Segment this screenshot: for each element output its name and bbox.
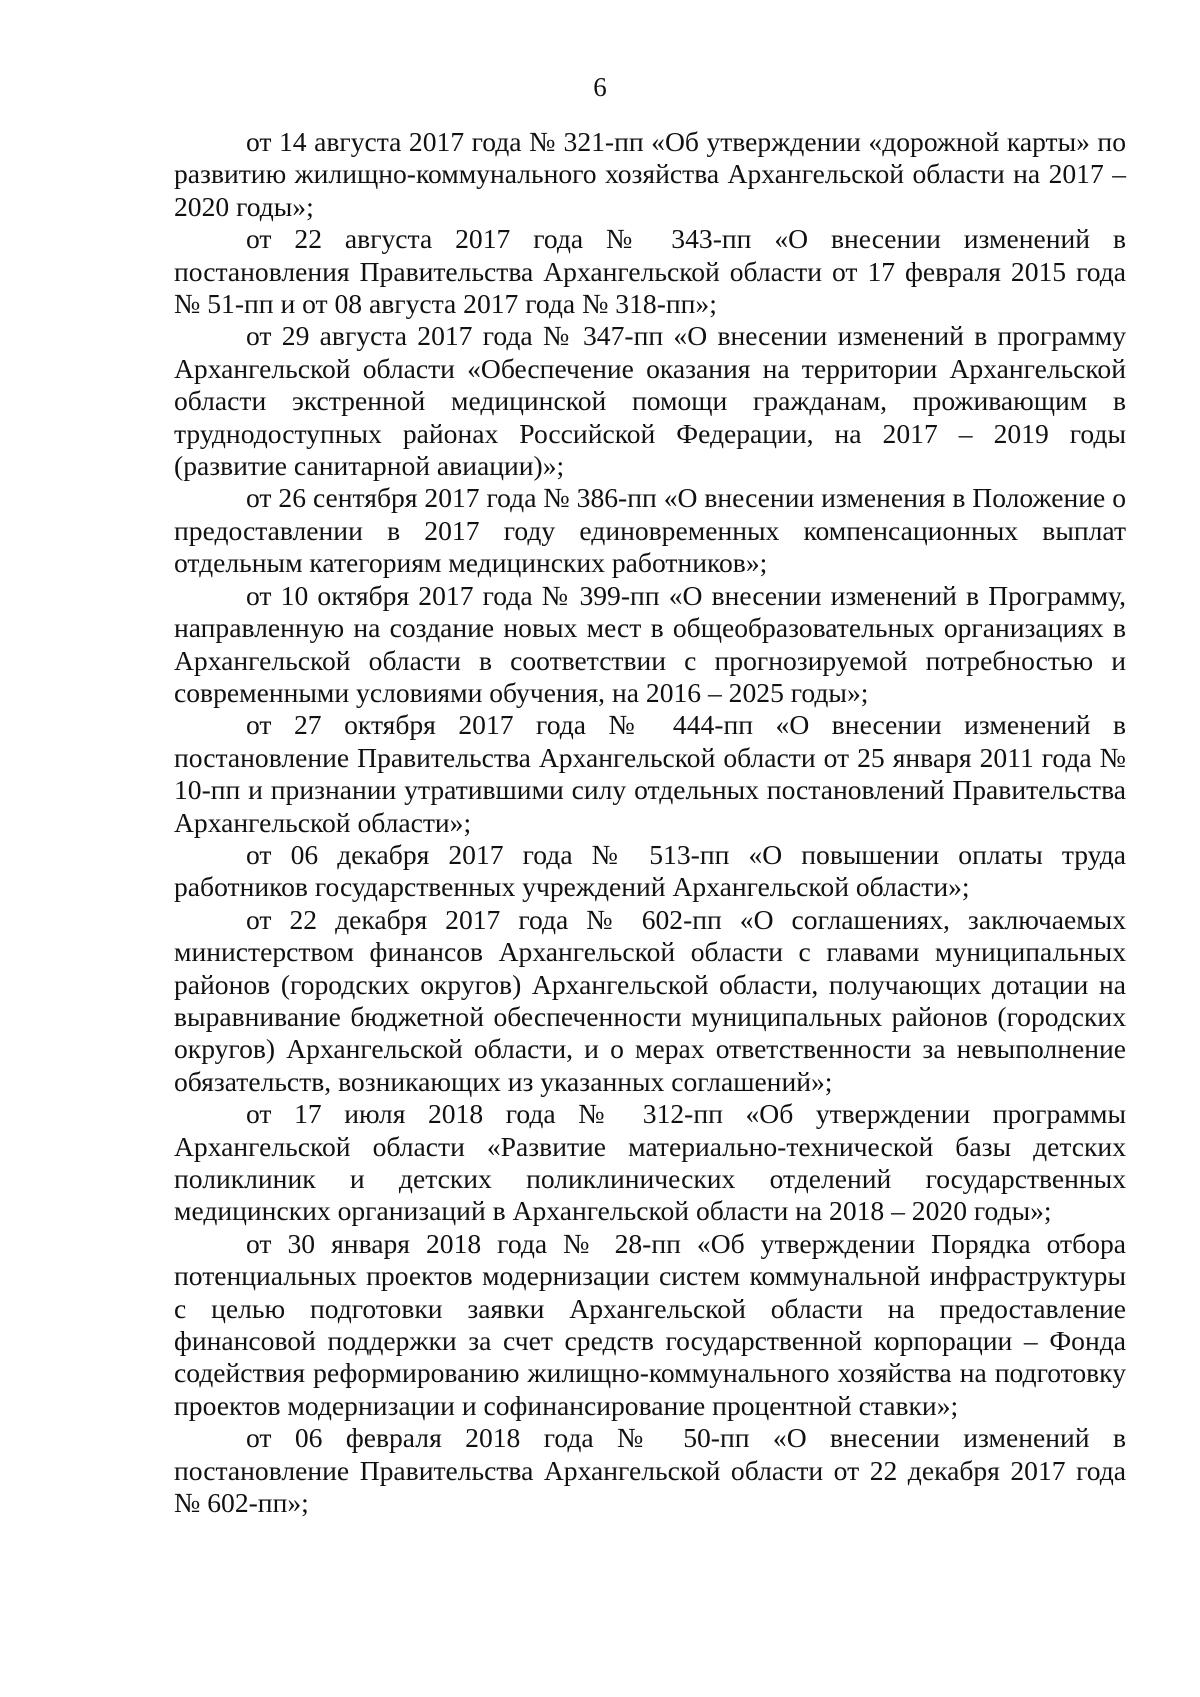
list-item-resolution: от 22 декабря 2017 года № 602-пп «О соглашениях, заключаемых министерством финансов Архангельской области с главами муниципальных районов (городских округов) Архангельской области, получающих дотации на выравнивание бюджетной обеспеченности муниципальных районов (городских округов) Архангельской области, и о мерах ответственности за невыполнение обязательств, возникающих из указанных соглашений»; [174,903,1126,1097]
list-item-resolution: от 17 июля 2018 года № 312-пп «Об утверждении программы Архангельской области «Развитие материально-технической базы детских поликлиник и детских поликлинических отделений государственных медицинских организаций в Архангельской области на 2018 – 2020 годы»; [174,1098,1126,1227]
list-item-resolution: от 06 декабря 2017 года № 513-пп «О повышении оплаты труда работников государственных учреждений Архангельской области»; [174,838,1126,903]
list-item-resolution: от 26 сентября 2017 года № 386-пп «О внесении изменения в Положение о предоставлении в 2017 году единовременных компенсационных выплат отдельным категориям медицинских работников»; [174,482,1126,579]
list-item-resolution: от 27 октября 2017 года № 444-пп «О внесении изменений в постановление Правительства Архангельской области от 25 января 2011 года № 10-пп и признании утратившими силу отдельных постановлений Правительства Архангельской области»; [174,709,1126,838]
list-item-resolution: от 22 августа 2017 года № 343-пп «О внесении изменений в постановления Правительства Архангельской области от 17 февраля 2015 года № 51-пп и от 08 августа 2017 года № 318-пп»; [174,223,1126,320]
list-item-resolution: от 10 октября 2017 года № 399-пп «О внесении изменений в Программу, направленную на создание новых мест в общеобразовательных организациях в Архангельской области в соответствии с прогнозируемой потребностью и современными условиями обучения, на 2016 – 2025 годы»; [174,579,1126,708]
page-number: 6 [593,72,607,102]
list-item-resolution: от 14 августа 2017 года № 321-пп «Об утверждении «дорожной карты» по развитию жилищно-коммунального хозяйства Архангельской области на 2017 – 2020 годы»; [174,126,1126,222]
document-body [174,126,1126,1519]
list-item-resolution: от 30 января 2018 года № 28-пп «Об утверждении Порядка отбора потенциальных проектов модернизации систем коммунальной инфраструктуры с целью подготовки заявки Архангельской области на предоставление финансовой поддержки за счет средств государственной корпорации – Фонда содействия реформированию жилищно-коммунального хозяйства на подготовку проектов модернизации и софинансирование процентной ставки»; [174,1227,1126,1421]
list-item-resolution: от 29 августа 2017 года № 347-пп «О внесении изменений в программу Архангельской области «Обеспечение оказания на территории Архангельской области экстренной медицинской помощи гражданам, проживающим в труднодоступных районах Российской Федерации, на 2017 – 2019 годы (развитие санитарной авиации)»; [174,320,1126,482]
list-item-resolution: от 06 февраля 2018 года № 50-пп «О внесении изменений в постановление Правительства Архангельской области от 22 декабря 2017 года № 602-пп»; [174,1422,1126,1519]
